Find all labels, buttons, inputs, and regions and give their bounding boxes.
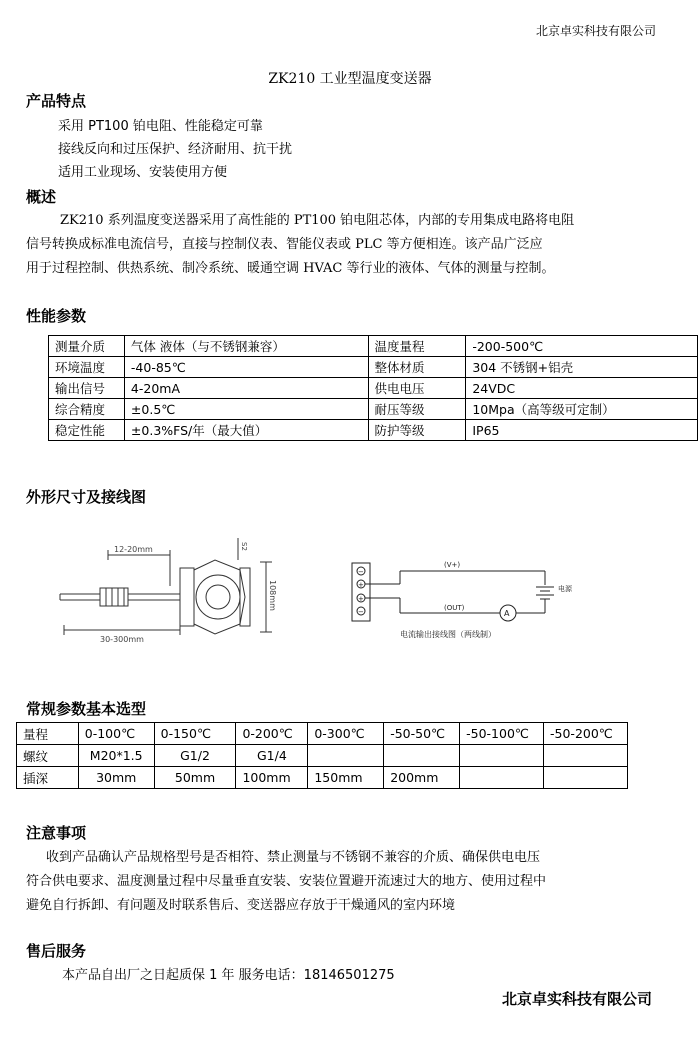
perf-cell: 测量介质 <box>49 336 125 357</box>
perf-cell: ±0.5℃ <box>124 399 368 420</box>
perf-cell: 输出信号 <box>49 378 125 399</box>
power-source-label: 电源 <box>558 585 572 593</box>
selection-heading: 常规参数基本选型 <box>26 700 147 718</box>
ammeter-symbol: A <box>504 609 510 618</box>
dim-label-thread: S2 <box>240 542 248 551</box>
sel-cell: 150mm <box>308 767 384 789</box>
dim-label-top: 12-20mm <box>114 545 153 554</box>
perf-cell: 耐压等级 <box>368 399 466 420</box>
sel-cell <box>544 767 628 789</box>
notes-heading: 注意事项 <box>26 824 87 842</box>
wiring-diagram <box>340 555 600 645</box>
feature-item-2: 接线反向和过压保护、经济耐用、抗干扰 <box>58 142 293 157</box>
notes-line-2: 符合供电要求、温度测量过程中尽量垂直安装、安装位置避开流速过大的地方、使用过程中 <box>26 874 547 889</box>
sel-cell: 量程 <box>17 723 79 745</box>
feature-item-3: 适用工业现场、安装使用方便 <box>58 165 228 180</box>
perf-cell: 10Mpa（高等级可定制） <box>466 399 698 420</box>
perf-cell: ±0.3%FS/年（最大值） <box>124 420 368 441</box>
table-row <box>49 336 698 357</box>
sel-cell <box>460 767 544 789</box>
sel-cell <box>544 745 628 767</box>
sel-cell: G1/4 <box>236 745 308 767</box>
perf-cell: 供电电压 <box>368 378 466 399</box>
sel-cell <box>460 745 544 767</box>
sel-cell: 0-300℃ <box>308 723 384 745</box>
sel-cell: 30mm <box>78 767 154 789</box>
perf-cell: IP65 <box>466 420 698 441</box>
sel-cell: -50-200℃ <box>544 723 628 745</box>
table-row <box>49 420 698 441</box>
sel-cell: 100mm <box>236 767 308 789</box>
notes-line-3: 避免自行拆卸、有问题及时联系售后、变送器应存放于干燥通风的室内环境 <box>26 898 456 913</box>
table-row <box>49 378 698 399</box>
feature-item-1: 采用 PT100 铂电阻、性能稳定可靠 <box>58 119 263 134</box>
header-company: 北京卓实科技有限公司 <box>535 24 656 38</box>
sel-cell: 螺纹 <box>17 745 79 767</box>
table-row <box>17 723 628 745</box>
svg-text:−: − <box>358 568 364 576</box>
sel-cell: 50mm <box>154 767 236 789</box>
perf-cell: -40-85℃ <box>124 357 368 378</box>
perf-cell: 防护等级 <box>368 420 466 441</box>
sel-cell: 0-150℃ <box>154 723 236 745</box>
overview-line-3: 用于过程控制、供热系统、制冷系统、暖通空调 HVAC 等行业的液体、气体的测量与控制。 <box>26 261 555 276</box>
dimensions-heading: 外形尺寸及接线图 <box>26 488 147 506</box>
svg-text:+: + <box>358 595 364 603</box>
perf-cell: 24VDC <box>466 378 698 399</box>
svg-text:+: + <box>358 581 364 589</box>
dimension-drawing <box>40 530 280 650</box>
performance-heading: 性能参数 <box>26 307 87 325</box>
sel-cell: -50-50℃ <box>384 723 460 745</box>
perf-cell: -200-500℃ <box>466 336 698 357</box>
perf-cell: 整体材质 <box>368 357 466 378</box>
perf-cell: 综合精度 <box>49 399 125 420</box>
overview-line-2: 信号转换成标准电流信号，直接与控制仪表、智能仪表或 PLC 等方便相连。该产品广泛应 <box>26 237 543 252</box>
perf-cell: 温度量程 <box>368 336 466 357</box>
selection-table <box>16 722 628 789</box>
dim-label-height: 108mm <box>268 580 277 611</box>
table-row <box>17 745 628 767</box>
perf-cell: 环境温度 <box>49 357 125 378</box>
wiring-vplus-label: (V+) <box>444 561 461 569</box>
sel-cell: M20*1.5 <box>78 745 154 767</box>
service-heading: 售后服务 <box>26 942 87 960</box>
sel-cell: -50-100℃ <box>460 723 544 745</box>
sel-cell <box>308 745 384 767</box>
table-row <box>49 399 698 420</box>
perf-cell: 4-20mA <box>124 378 368 399</box>
document-title: ZK210 工业型温度变送器 <box>268 71 432 87</box>
overview-heading: 概述 <box>26 188 57 206</box>
perf-cell: 稳定性能 <box>49 420 125 441</box>
wiring-caption: 电流输出接线图（两线制） <box>400 630 496 639</box>
wiring-out-label: (OUT) <box>444 604 465 612</box>
footer-company: 北京卓实科技有限公司 <box>501 990 652 1008</box>
table-row <box>17 767 628 789</box>
table-row <box>49 357 698 378</box>
service-text: 本产品自出厂之日起质保 1 年 服务电话：18146501275 <box>62 968 395 983</box>
features-heading: 产品特点 <box>26 92 87 110</box>
svg-text:−: − <box>358 608 364 616</box>
sel-cell: G1/2 <box>154 745 236 767</box>
dim-label-bottom: 30-300mm <box>100 635 144 644</box>
perf-cell: 304 不锈钢+铝壳 <box>466 357 698 378</box>
perf-cell: 气体 液体（与不锈钢兼容） <box>124 336 368 357</box>
notes-line-1: 收到产品确认产品规格型号是否相符、禁止测量与不锈钢不兼容的介质、确保供电电压 <box>46 850 541 865</box>
performance-table <box>48 335 698 441</box>
sel-cell: 0-100℃ <box>78 723 154 745</box>
sel-cell: 0-200℃ <box>236 723 308 745</box>
overview-line-1: ZK210 系列温度变送器采用了高性能的 PT100 铂电阻芯体，内部的专用集成电路将电阻 <box>60 213 575 228</box>
sel-cell <box>384 745 460 767</box>
sel-cell: 200mm <box>384 767 460 789</box>
sel-cell: 插深 <box>17 767 79 789</box>
